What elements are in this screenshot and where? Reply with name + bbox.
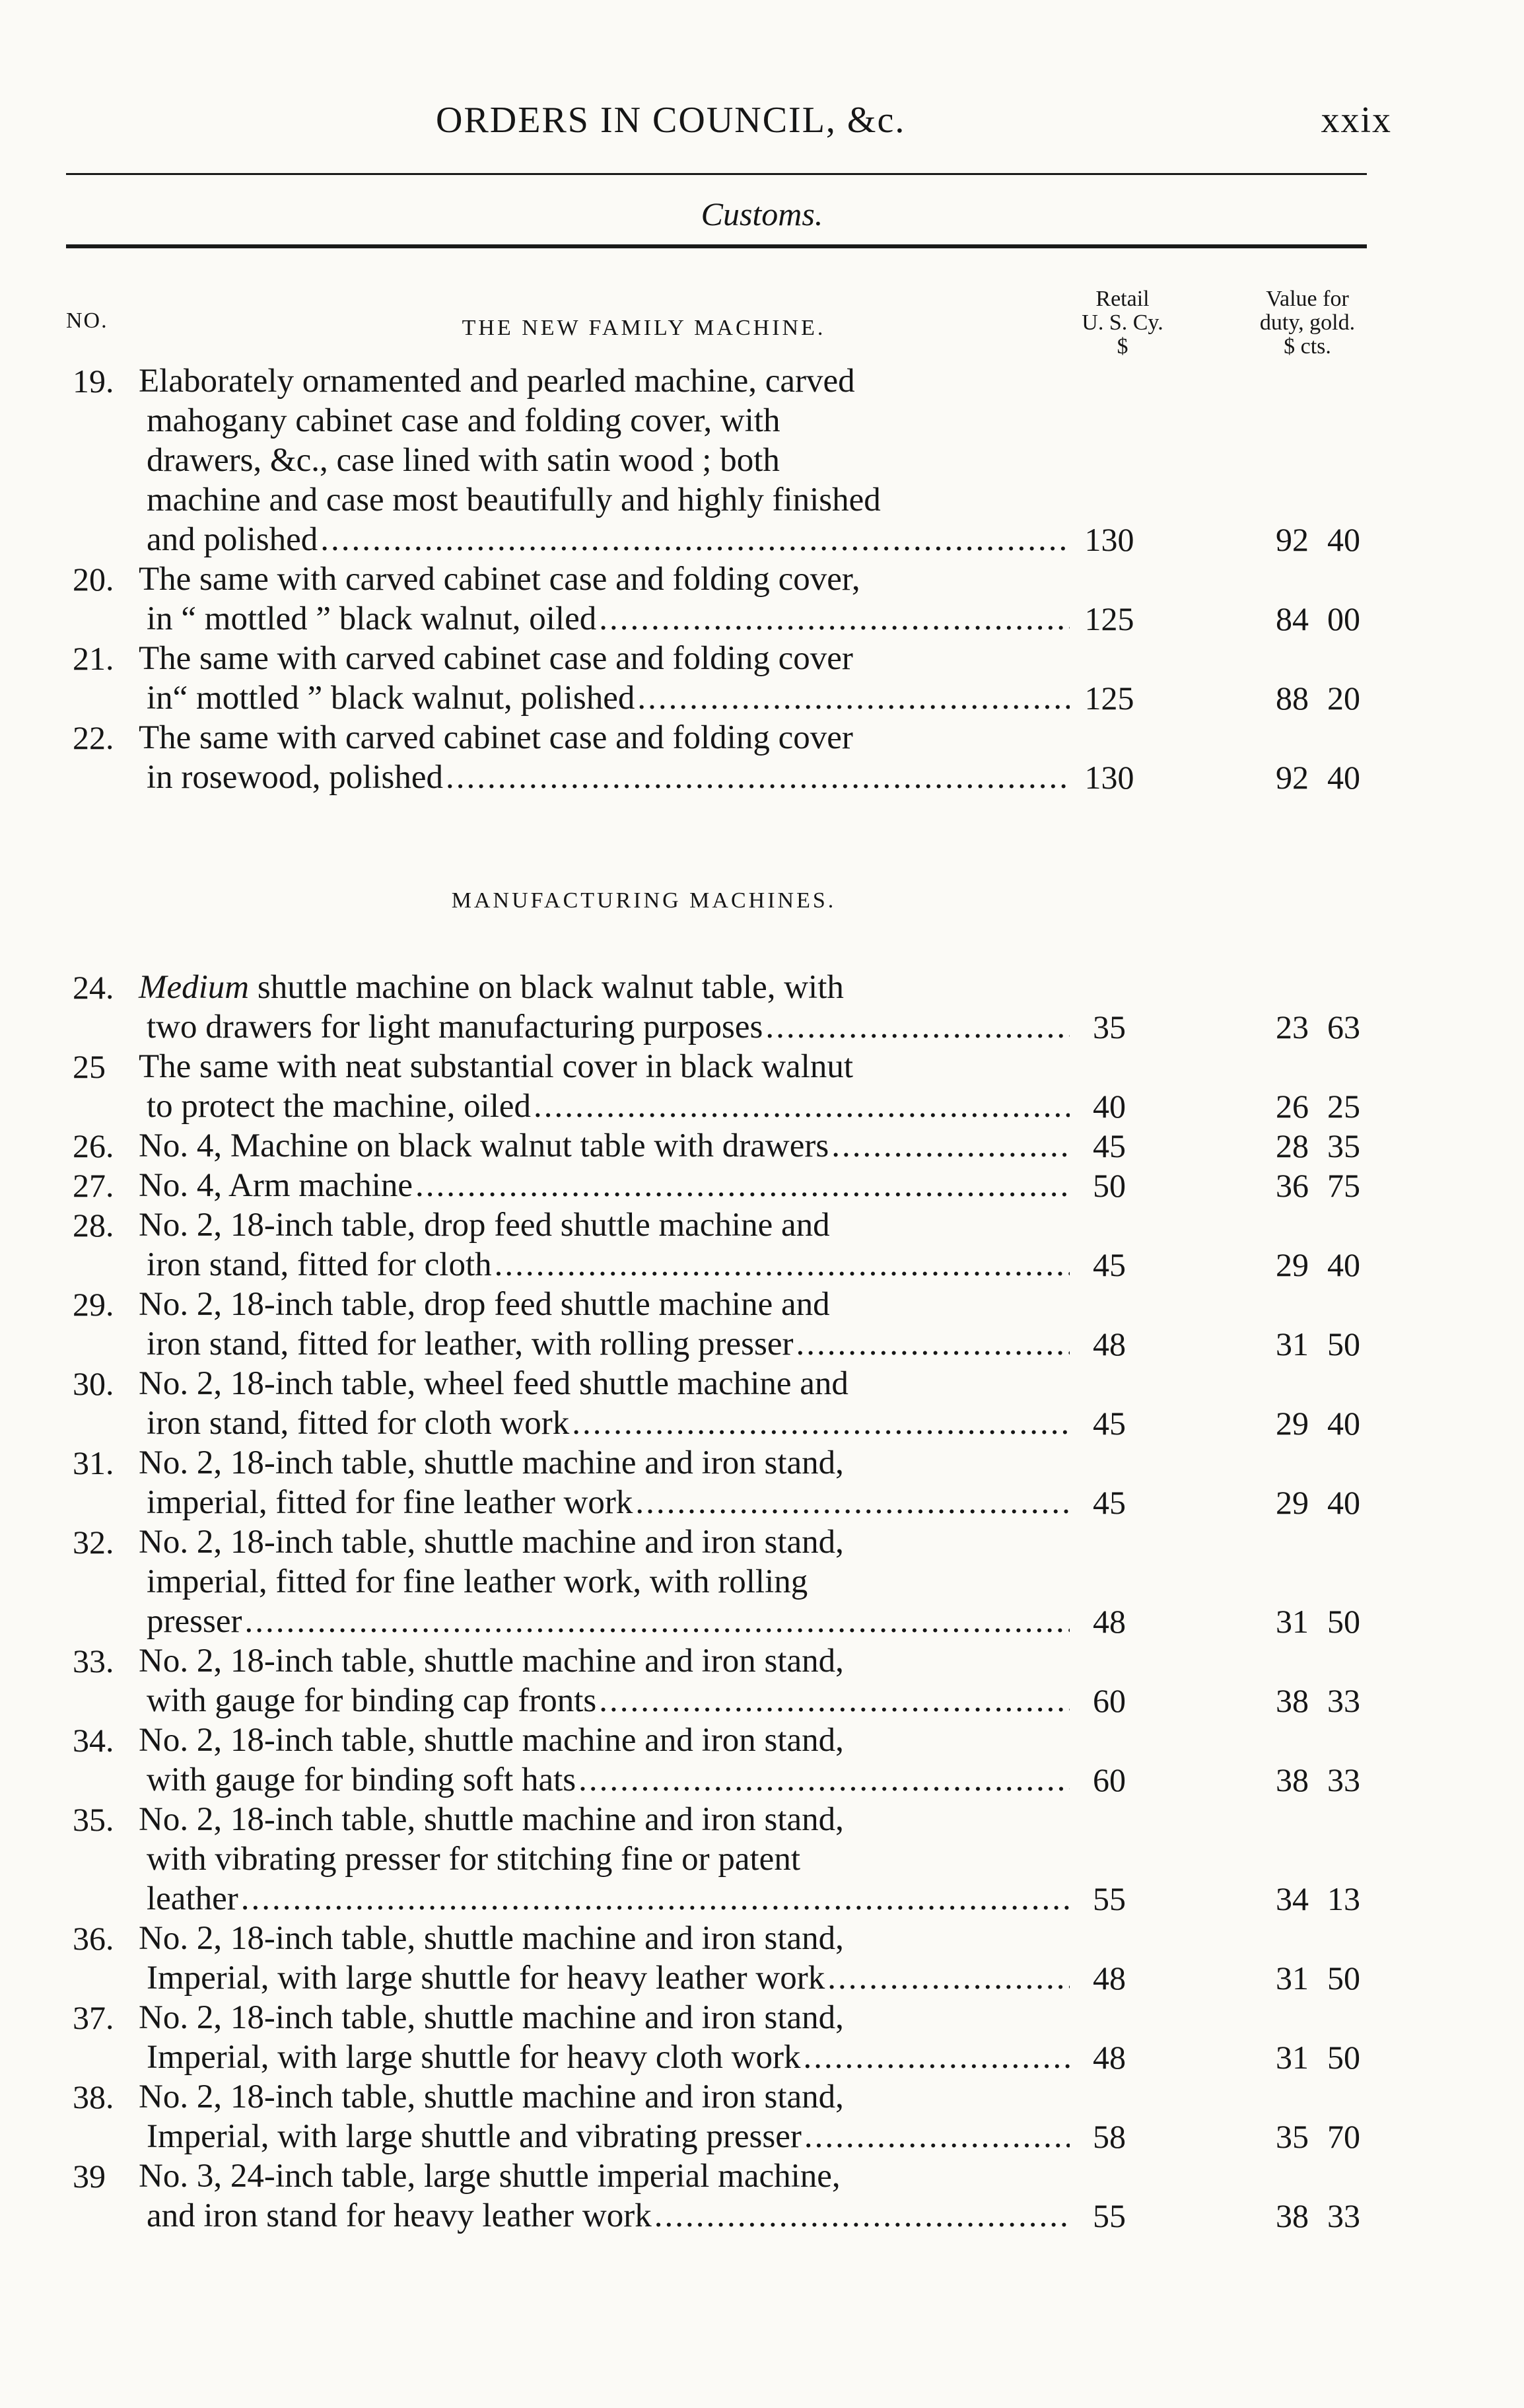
- duty-value: [1255, 758, 1360, 797]
- duty-value: [1255, 2037, 1360, 2077]
- entry-number: 21.: [73, 640, 114, 677]
- description-text: No. 4, Machine on black walnut table with drawers: [139, 1127, 829, 1164]
- duty-cents: 50: [1327, 2039, 1360, 2076]
- description-text: Medium shuttle machine on black walnut table, with: [139, 969, 844, 1006]
- duty-dollars: 29: [1276, 1405, 1309, 1442]
- entry-number: 37.: [73, 1999, 114, 2036]
- retail-value: 48: [1093, 1960, 1126, 1997]
- duty-value: [1255, 1324, 1360, 1364]
- duty-dollars: 92: [1276, 759, 1309, 796]
- duty-cents: 50: [1327, 1326, 1360, 1363]
- entry-number: 29.: [73, 1286, 114, 1323]
- duty-cents: 40: [1327, 1484, 1360, 1521]
- duty-dollars: 31: [1276, 1326, 1309, 1363]
- duty-value: [1255, 1681, 1360, 1720]
- duty-cents: 40: [1327, 1405, 1360, 1442]
- description-line: [139, 361, 1070, 401]
- duty-value: [1255, 1245, 1360, 1285]
- running-title: ORDERS IN COUNCIL, &c.: [436, 100, 906, 141]
- description-text: The same with neat substantial cover in black walnut: [139, 1048, 854, 1085]
- description-line: [139, 1839, 1070, 1879]
- description-text: No. 2, 18-inch table, shuttle machine and iron stand,: [139, 1801, 844, 1838]
- duty-value: [1255, 1760, 1360, 1800]
- entry-description: [139, 1641, 1070, 1720]
- entry-number: 34.: [73, 1722, 114, 1759]
- leader-dots: [320, 520, 1070, 559]
- description-line: [139, 1007, 1070, 1047]
- duty-cents: 35: [1327, 1127, 1360, 1164]
- duty-value: [1255, 1007, 1360, 1047]
- entry-description: [139, 1364, 1070, 1443]
- duty-cents: 63: [1327, 1009, 1360, 1045]
- group-heading: MANUFACTURING MACHINES.: [451, 888, 837, 913]
- description-line: [139, 2037, 1070, 2077]
- description-line: [139, 1681, 1070, 1720]
- description-line: [139, 1086, 1070, 1126]
- description-line: [139, 758, 1070, 797]
- group-heading: THE NEW FAMILY MACHINE.: [462, 316, 826, 340]
- duty-value: [1255, 1126, 1360, 1166]
- duty-value: [1255, 1958, 1360, 1998]
- description-text: Imperial, with large shuttle and vibrating presser: [147, 2118, 802, 2155]
- leader-dots: [827, 1958, 1070, 1998]
- duty-dollars: 88: [1276, 680, 1309, 717]
- description-line: [139, 2196, 1070, 2236]
- description-text: iron stand, fitted for cloth: [147, 1246, 492, 1283]
- retail-value: 35: [1093, 1009, 1126, 1045]
- leader-dots: [534, 1086, 1070, 1126]
- entry-number: 22.: [73, 719, 114, 756]
- duty-cents: 20: [1327, 680, 1360, 717]
- column-head-retail-line: $: [1117, 334, 1128, 359]
- description-text: in rosewood, polished: [147, 759, 444, 796]
- description-line: [139, 441, 1070, 480]
- duty-dollars: 38: [1276, 1761, 1309, 1798]
- duty-dollars: 92: [1276, 521, 1309, 558]
- duty-cents: 40: [1327, 1246, 1360, 1283]
- description-line: [139, 1602, 1070, 1641]
- column-head-duty-line: Value for: [1266, 287, 1349, 311]
- duty-cents: 13: [1327, 1880, 1360, 1917]
- retail-value: 48: [1093, 1603, 1126, 1640]
- leader-dots: [244, 1602, 1070, 1641]
- description-text: presser: [147, 1603, 242, 1640]
- description-line: [139, 520, 1070, 559]
- entry-description: [139, 1522, 1070, 1641]
- duty-cents: 33: [1327, 1761, 1360, 1798]
- entry-description: [139, 639, 1070, 718]
- leader-dots: [599, 1681, 1070, 1720]
- retail-value: 48: [1093, 1326, 1126, 1363]
- entry-description: [139, 1919, 1070, 1998]
- description-line: [139, 599, 1070, 639]
- description-line: [139, 1047, 1070, 1086]
- leader-dots: [654, 2196, 1070, 2236]
- description-line: [139, 2156, 1070, 2196]
- leader-dots: [572, 1403, 1070, 1443]
- header-rule: [66, 173, 1367, 175]
- retail-value: 130: [1084, 759, 1134, 796]
- duty-cents: 50: [1327, 1603, 1360, 1640]
- description-line: [139, 1205, 1070, 1245]
- retail-value: 60: [1093, 1682, 1126, 1719]
- entry-number: 32.: [73, 1524, 114, 1561]
- leader-dots: [804, 2117, 1070, 2156]
- duty-value: [1255, 1086, 1360, 1126]
- description-line: [139, 1720, 1070, 1760]
- entry-number: 36.: [73, 1920, 114, 1957]
- duty-cents: 50: [1327, 1960, 1360, 1997]
- duty-dollars: 31: [1276, 1603, 1309, 1640]
- duty-value: [1255, 1403, 1360, 1443]
- description-line: [139, 1483, 1070, 1522]
- leader-dots: [803, 2037, 1070, 2077]
- description-line: [139, 1641, 1070, 1681]
- entry-number: 24.: [73, 969, 114, 1006]
- description-text: No. 2, 18-inch table, wheel feed shuttle machine and: [139, 1365, 849, 1402]
- duty-value: [1255, 1879, 1360, 1919]
- duty-dollars: 38: [1276, 2197, 1309, 2234]
- description-line: [139, 639, 1070, 678]
- description-line: [139, 1443, 1070, 1483]
- description-line: [139, 401, 1070, 441]
- section-rule: [66, 244, 1367, 248]
- description-text: Elaborately ornamented and pearled machine, carved: [139, 363, 855, 400]
- entry-description: [139, 1047, 1070, 1126]
- entry-description: [139, 718, 1070, 797]
- duty-dollars: 35: [1276, 2118, 1309, 2155]
- leader-dots: [637, 678, 1070, 718]
- description-text: Imperial, with large shuttle for heavy leather work: [147, 1960, 825, 1997]
- duty-cents: 25: [1327, 1088, 1360, 1125]
- duty-dollars: 36: [1276, 1167, 1309, 1204]
- retail-value: 45: [1093, 1405, 1126, 1442]
- entry-number: 39: [73, 2158, 106, 2195]
- description-line: [139, 1522, 1070, 1562]
- duty-cents: 00: [1327, 600, 1360, 637]
- retail-value: 58: [1093, 2118, 1126, 2155]
- description-text: imperial, fitted for fine leather work: [147, 1484, 633, 1521]
- entry-number: 26.: [73, 1127, 114, 1164]
- description-text: and iron stand for heavy leather work: [147, 2197, 652, 2234]
- description-text: with gauge for binding cap fronts: [147, 1682, 597, 1719]
- section-title: Customs.: [701, 195, 823, 232]
- description-line: [139, 1324, 1070, 1364]
- description-line: [139, 1403, 1070, 1443]
- description-text: No. 2, 18-inch table, shuttle machine and iron stand,: [139, 1524, 844, 1561]
- retail-value: 125: [1084, 680, 1134, 717]
- description-text: The same with carved cabinet case and folding cover,: [139, 561, 860, 598]
- leader-dots: [831, 1126, 1070, 1166]
- entry-description: [139, 1166, 1070, 1205]
- running-head: [0, 99, 1524, 152]
- entry-number: 27.: [73, 1167, 114, 1204]
- duty-dollars: 28: [1276, 1127, 1309, 1164]
- duty-value: [1255, 1166, 1360, 1205]
- retail-value: 55: [1093, 2197, 1126, 2234]
- entry-description: [139, 2077, 1070, 2156]
- description-text: No. 2, 18-inch table, shuttle machine and iron stand,: [139, 1920, 844, 1957]
- duty-dollars: 84: [1276, 600, 1309, 637]
- duty-value: [1255, 599, 1360, 639]
- description-line: [139, 1166, 1070, 1205]
- duty-cents: 33: [1327, 2197, 1360, 2234]
- description-line: [139, 1126, 1070, 1166]
- leader-dots: [578, 1760, 1070, 1800]
- description-line: [139, 968, 1070, 1007]
- duty-value: [1255, 678, 1360, 718]
- duty-cents: 40: [1327, 759, 1360, 796]
- retail-value: 45: [1093, 1246, 1126, 1283]
- leader-dots: [796, 1324, 1070, 1364]
- entry-number: 30.: [73, 1365, 114, 1402]
- description-text: No. 2, 18-inch table, shuttle machine and iron stand,: [139, 1643, 844, 1680]
- leader-dots: [446, 758, 1070, 797]
- entry-description: [139, 1800, 1070, 1919]
- column-head-duty-line: duty, gold.: [1259, 310, 1356, 335]
- description-text: The same with carved cabinet case and folding cover: [139, 719, 853, 756]
- duty-value: [1255, 1483, 1360, 1522]
- retail-value: 45: [1093, 1484, 1126, 1521]
- duty-dollars: 23: [1276, 1009, 1309, 1045]
- retail-value: 130: [1084, 521, 1134, 558]
- description-text: No. 2, 18-inch table, drop feed shuttle machine and: [139, 1207, 830, 1244]
- description-line: [139, 1760, 1070, 1800]
- retail-value: 48: [1093, 2039, 1126, 2076]
- leader-dots: [415, 1166, 1070, 1205]
- description-text: mahogany cabinet case and folding cover, with: [147, 402, 780, 439]
- description-italic: Medium: [139, 969, 250, 1006]
- description-line: [139, 559, 1070, 599]
- duty-value: [1255, 520, 1360, 559]
- description-text: iron stand, fitted for leather, with rolling presser: [147, 1326, 794, 1363]
- entry-description: [139, 1126, 1070, 1166]
- description-text: No. 4, Arm machine: [139, 1167, 413, 1204]
- column-head-duty-line: $ cts.: [1284, 334, 1331, 359]
- description-text: in“ mottled ” black walnut, polished: [147, 680, 635, 717]
- description-text: to protect the machine, oiled: [147, 1088, 532, 1125]
- entry-description: [139, 1720, 1070, 1800]
- duty-cents: 33: [1327, 1682, 1360, 1719]
- entry-number: 28.: [73, 1207, 114, 1244]
- entry-description: [139, 559, 1070, 639]
- entry-description: [139, 1205, 1070, 1285]
- leader-dots: [241, 1879, 1070, 1919]
- description-text: The same with carved cabinet case and folding cover: [139, 640, 853, 677]
- entry-number: 33.: [73, 1643, 114, 1680]
- leader-dots: [765, 1007, 1070, 1047]
- duty-value: [1255, 2117, 1360, 2156]
- leader-dots: [635, 1483, 1070, 1522]
- description-text: with vibrating presser for stitching fine or patent: [147, 1841, 800, 1878]
- entry-description: [139, 1285, 1070, 1364]
- description-text: No. 3, 24-inch table, large shuttle imperial machine,: [139, 2158, 841, 2195]
- retail-value: 50: [1093, 1167, 1126, 1204]
- duty-dollars: 34: [1276, 1880, 1309, 1917]
- duty-dollars: 26: [1276, 1088, 1309, 1125]
- description-text: in “ mottled ” black walnut, oiled: [147, 600, 597, 637]
- description-text: No. 2, 18-inch table, shuttle machine and iron stand,: [139, 2078, 844, 2115]
- description-line: [139, 1998, 1070, 2037]
- duty-dollars: 31: [1276, 2039, 1309, 2076]
- leader-dots: [599, 599, 1070, 639]
- description-line: [139, 718, 1070, 758]
- retail-value: 55: [1093, 1880, 1126, 1917]
- page-number: xxix: [1321, 100, 1392, 141]
- description-line: [139, 1879, 1070, 1919]
- duty-cents: 75: [1327, 1167, 1360, 1204]
- duty-value: [1255, 2196, 1360, 2236]
- duty-dollars: 31: [1276, 1960, 1309, 1997]
- retail-value: 40: [1093, 1088, 1126, 1125]
- description-text: leather: [147, 1880, 238, 1917]
- entry-number: 20.: [73, 561, 114, 598]
- description-text: iron stand, fitted for cloth work: [147, 1405, 570, 1442]
- description-text: No. 2, 18-inch table, drop feed shuttle machine and: [139, 1286, 830, 1323]
- entry-number: 19.: [73, 363, 114, 400]
- column-head-no: NO.: [66, 308, 108, 333]
- description-text: drawers, &c., case lined with satin wood ; both: [147, 442, 780, 479]
- duty-dollars: 38: [1276, 1682, 1309, 1719]
- description-text: with gauge for binding soft hats: [147, 1761, 576, 1798]
- leader-dots: [495, 1245, 1070, 1285]
- description-line: [139, 1285, 1070, 1324]
- duty-cents: 40: [1327, 521, 1360, 558]
- description-line: [139, 1245, 1070, 1285]
- retail-value: 125: [1084, 600, 1134, 637]
- description-line: [139, 1562, 1070, 1602]
- column-head-retail-line: U. S. Cy.: [1082, 310, 1163, 335]
- duty-dollars: 29: [1276, 1246, 1309, 1283]
- description-text: No. 2, 18-inch table, shuttle machine and iron stand,: [139, 1722, 844, 1759]
- description-text: machine and case most beautifully and highly finished: [147, 481, 881, 518]
- entry-description: [139, 2156, 1070, 2236]
- duty-cents: 70: [1327, 2118, 1360, 2155]
- duty-dollars: 29: [1276, 1484, 1309, 1521]
- description-text: and polished: [147, 521, 318, 558]
- description-line: [139, 1364, 1070, 1403]
- description-line: [139, 2077, 1070, 2117]
- entry-number: 38.: [73, 2078, 114, 2115]
- entry-description: [139, 1443, 1070, 1522]
- description-line: [139, 2117, 1070, 2156]
- description-line: [139, 1800, 1070, 1839]
- description-text: two drawers for light manufacturing purposes: [147, 1009, 763, 1045]
- retail-value: 45: [1093, 1127, 1126, 1164]
- entry-number: 35.: [73, 1801, 114, 1838]
- entry-description: [139, 968, 1070, 1047]
- description-text: Imperial, with large shuttle for heavy cloth work: [147, 2039, 801, 2076]
- entry-number: 25: [73, 1048, 106, 1085]
- entry-description: [139, 361, 1070, 559]
- description-line: [139, 480, 1070, 520]
- column-head-retail-line: Retail: [1095, 287, 1150, 311]
- description-line: [139, 678, 1070, 718]
- description-text: No. 2, 18-inch table, shuttle machine and iron stand,: [139, 1444, 844, 1481]
- description-line: [139, 1919, 1070, 1958]
- duty-value: [1255, 1602, 1360, 1641]
- retail-value: 60: [1093, 1761, 1126, 1798]
- description-text: No. 2, 18-inch table, shuttle machine and iron stand,: [139, 1999, 844, 2036]
- description-line: [139, 1958, 1070, 1998]
- entry-description: [139, 1998, 1070, 2077]
- entry-number: 31.: [73, 1444, 114, 1481]
- description-text: imperial, fitted for fine leather work, with rolling: [147, 1563, 808, 1600]
